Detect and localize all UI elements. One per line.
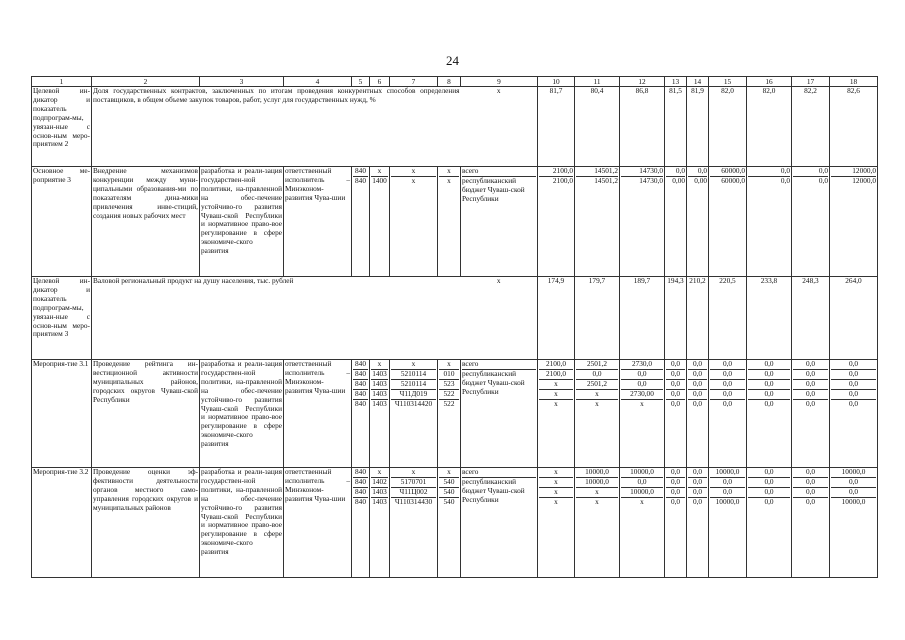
indicator-value: 80,4 (575, 87, 620, 167)
event-description: Проведение рейтинга ин-вестиционной активности муниципальных районов, городских округов Чуваш-ской Республики (92, 360, 200, 468)
header-cell: 7 (390, 77, 438, 87)
event-description: Внедрение механизмов конкуренции между муни-ципальными образования-ми по показателям дина-мики привлечения инве-стиций, создания новых рабочих мест (92, 167, 200, 277)
section-code: x 1402 1403 1403 (370, 468, 390, 578)
event-row (32, 360, 878, 468)
indicator-value: 86,8 (620, 87, 665, 167)
header-cell: 1 (32, 77, 92, 87)
expense-group-code: x 010 523 522 522 (438, 360, 461, 468)
header-cell: 6 (370, 77, 390, 87)
header-cell: 3 (200, 77, 284, 87)
funding-value: 0,0 0,0 (747, 167, 792, 277)
event-description: Проведение оценки эф-фективности деятельности органов местного само-управления городских округов и муниципальных районов (92, 468, 200, 578)
funding-value: 60000,0 60000,0 (709, 167, 747, 277)
header-row (32, 77, 878, 87)
expense-group-code: x 540 540 540 (438, 468, 461, 578)
target-article-code: x x (390, 167, 438, 277)
target-article-code: x 5210114 5210114 Ч11Д019 Ч110314420 (390, 360, 438, 468)
main-event-row (32, 167, 878, 277)
funding-value: 0,0 0,0 0,0 0,0 0,0 (747, 360, 792, 468)
funding-value: 10000,0 0,0 0,0 10000,0 (709, 468, 747, 578)
funding-value: 10000,0 10000,0 x x (575, 468, 620, 578)
indicator-value: 189,7 (620, 277, 665, 360)
funding-value: 0,0 0,0 0,0 0,0 0,0 (665, 360, 687, 468)
indicator-row (32, 87, 878, 167)
target-article-code: x 5170701 Ч11Ц002 Ч110314430 (390, 468, 438, 578)
funding-value: 0,0 0,0 0,0 0,0 (747, 468, 792, 578)
indicator-description: Валовой региональный продукт на душу населения, тыс. рублей (92, 277, 461, 360)
header-cell: 5 (352, 77, 370, 87)
funding-value: 10000,0 0,0 0,0 10000,0 (830, 468, 878, 578)
indicator-value: 81,7 (538, 87, 575, 167)
indicator-value: 82,0 (747, 87, 792, 167)
funding-value: 0,0 0,00 (665, 167, 687, 277)
grbs-code: 840 840 (352, 167, 370, 277)
indicator-value: 81,5 (665, 87, 687, 167)
indicator-value: 194,3 (665, 277, 687, 360)
funding-value: 2100,0 2100,0 x x x (538, 360, 575, 468)
funding-value: 0,0 0,0 0,0 0,0 (665, 468, 687, 578)
header-cell: 17 (792, 77, 830, 87)
funding-value: 2730,0 0,0 0,0 2730,00 x (620, 360, 665, 468)
funding-value: 2501,2 0,0 2501,2 x x (575, 360, 620, 468)
grbs-code: 840 840 840 840 (352, 468, 370, 578)
header-cell: 9 (461, 77, 538, 87)
indicator-label: Целевой ин-дикатор и показатель подпрограм-мы, увязан-ные с основ-ным меро-приятием 3 (32, 277, 92, 360)
funding-value: 12000,0 12000,0 (830, 167, 878, 277)
indicator-x: x (461, 87, 538, 167)
event-row (32, 468, 878, 578)
funding-value: 0,0 0,0 (792, 167, 830, 277)
event-executor: ответственный исполнитель – Минэконом-развития Чува-шии (284, 167, 352, 277)
event-executor: ответственный исполнитель – Минэконом-развития Чува-шии (284, 360, 352, 468)
event-label: Основное ме-роприятие 3 (32, 167, 92, 277)
funding-value: 0,0 0,0 0,0 0,0 0,0 (830, 360, 878, 468)
page-number: 24 (446, 53, 459, 68)
indicator-x: x (461, 277, 538, 360)
indicator-value: 82,2 (792, 87, 830, 167)
indicator-value: 81,9 (687, 87, 709, 167)
grbs-code: 840 840 840 840 840 (352, 360, 370, 468)
funding-value: 14501,2 14501,2 (575, 167, 620, 277)
event-label: Мероприя-тие 3.1 (32, 360, 92, 468)
funding-source: всего республиканский бюджет Чуваш-ской Республики (461, 167, 538, 277)
funding-source: всего республиканский бюджет Чуваш-ской Республики (461, 468, 538, 578)
funding-value: 14730,0 14730,0 (620, 167, 665, 277)
section-code: x 1403 1403 1403 1403 (370, 360, 390, 468)
funding-value: 2100,0 2100,0 (538, 167, 575, 277)
indicator-value: 233,8 (747, 277, 792, 360)
indicator-value: 82,6 (830, 87, 878, 167)
indicator-value: 179,7 (575, 277, 620, 360)
indicator-description: Доля государственных контрактов, заключенных по итогам проведения конкурентных способов определения поставщиков, в общем объеме закупок товаров, работ, услуг для государственных нужд, % (92, 87, 461, 167)
funding-value: 0,0 0,00 (687, 167, 709, 277)
header-cell: 11 (575, 77, 620, 87)
budget-table (31, 76, 878, 578)
header-cell: 18 (830, 77, 878, 87)
indicator-row (32, 277, 878, 360)
expense-group-code: x x (438, 167, 461, 277)
event-label: Мероприя-тие 3.2 (32, 468, 92, 578)
header-cell: 12 (620, 77, 665, 87)
indicator-value: 210,2 (687, 277, 709, 360)
header-cell: 2 (92, 77, 200, 87)
header-cell: 14 (687, 77, 709, 87)
indicator-value: 82,0 (709, 87, 747, 167)
indicator-label: Целевой ин-дикатор и показатель подпрограм-мы, увязан-ные с основ-ным меро-приятием 2 (32, 87, 92, 167)
event-executor: ответственный исполнитель – Минэконом-развития Чува-шии (284, 468, 352, 578)
funding-value: 0,0 0,0 0,0 0,0 (792, 468, 830, 578)
event-goal: разработка и реали-зация государствен-ной политики, на-правленной на обес-печение устойчиво-го развития Чуваш-ской Республики и нормативное право-вое регулирование в сфере экономиче-ского развития (200, 468, 284, 578)
header-cell: 10 (538, 77, 575, 87)
event-goal: разработка и реали-зация государствен-ной политики, на-правленной на обес-печение устойчиво-го развития Чуваш-ской Республики и нормативное право-вое регулирование в сфере экономиче-ского развития (200, 167, 284, 277)
event-goal: разработка и реали-зация государствен-ной политики, на-правленной на обес-печение устойчиво-го развития Чуваш-ской Республики и нормативное право-вое регулирование в сфере экономиче-ского развития (200, 360, 284, 468)
indicator-value: 264,0 (830, 277, 878, 360)
header-cell: 13 (665, 77, 687, 87)
funding-value: 0,0 0,0 0,0 0,0 0,0 (792, 360, 830, 468)
header-cell: 4 (284, 77, 352, 87)
header-cell: 16 (747, 77, 792, 87)
funding-value: x x x x (538, 468, 575, 578)
header-cell: 8 (438, 77, 461, 87)
funding-value: 0,0 0,0 0,0 0,0 (687, 468, 709, 578)
header-cell: 15 (709, 77, 747, 87)
section-code: x 1400 (370, 167, 390, 277)
indicator-value: 174,9 (538, 277, 575, 360)
funding-value: 10000,0 0,0 10000,0 x (620, 468, 665, 578)
funding-value: 0,0 0,0 0,0 0,0 0,0 (709, 360, 747, 468)
funding-value: 0,0 0,0 0,0 0,0 0,0 (687, 360, 709, 468)
indicator-value: 220,5 (709, 277, 747, 360)
funding-source: всего республиканский бюджет Чуваш-ской Республики (461, 360, 538, 468)
indicator-value: 248,3 (792, 277, 830, 360)
